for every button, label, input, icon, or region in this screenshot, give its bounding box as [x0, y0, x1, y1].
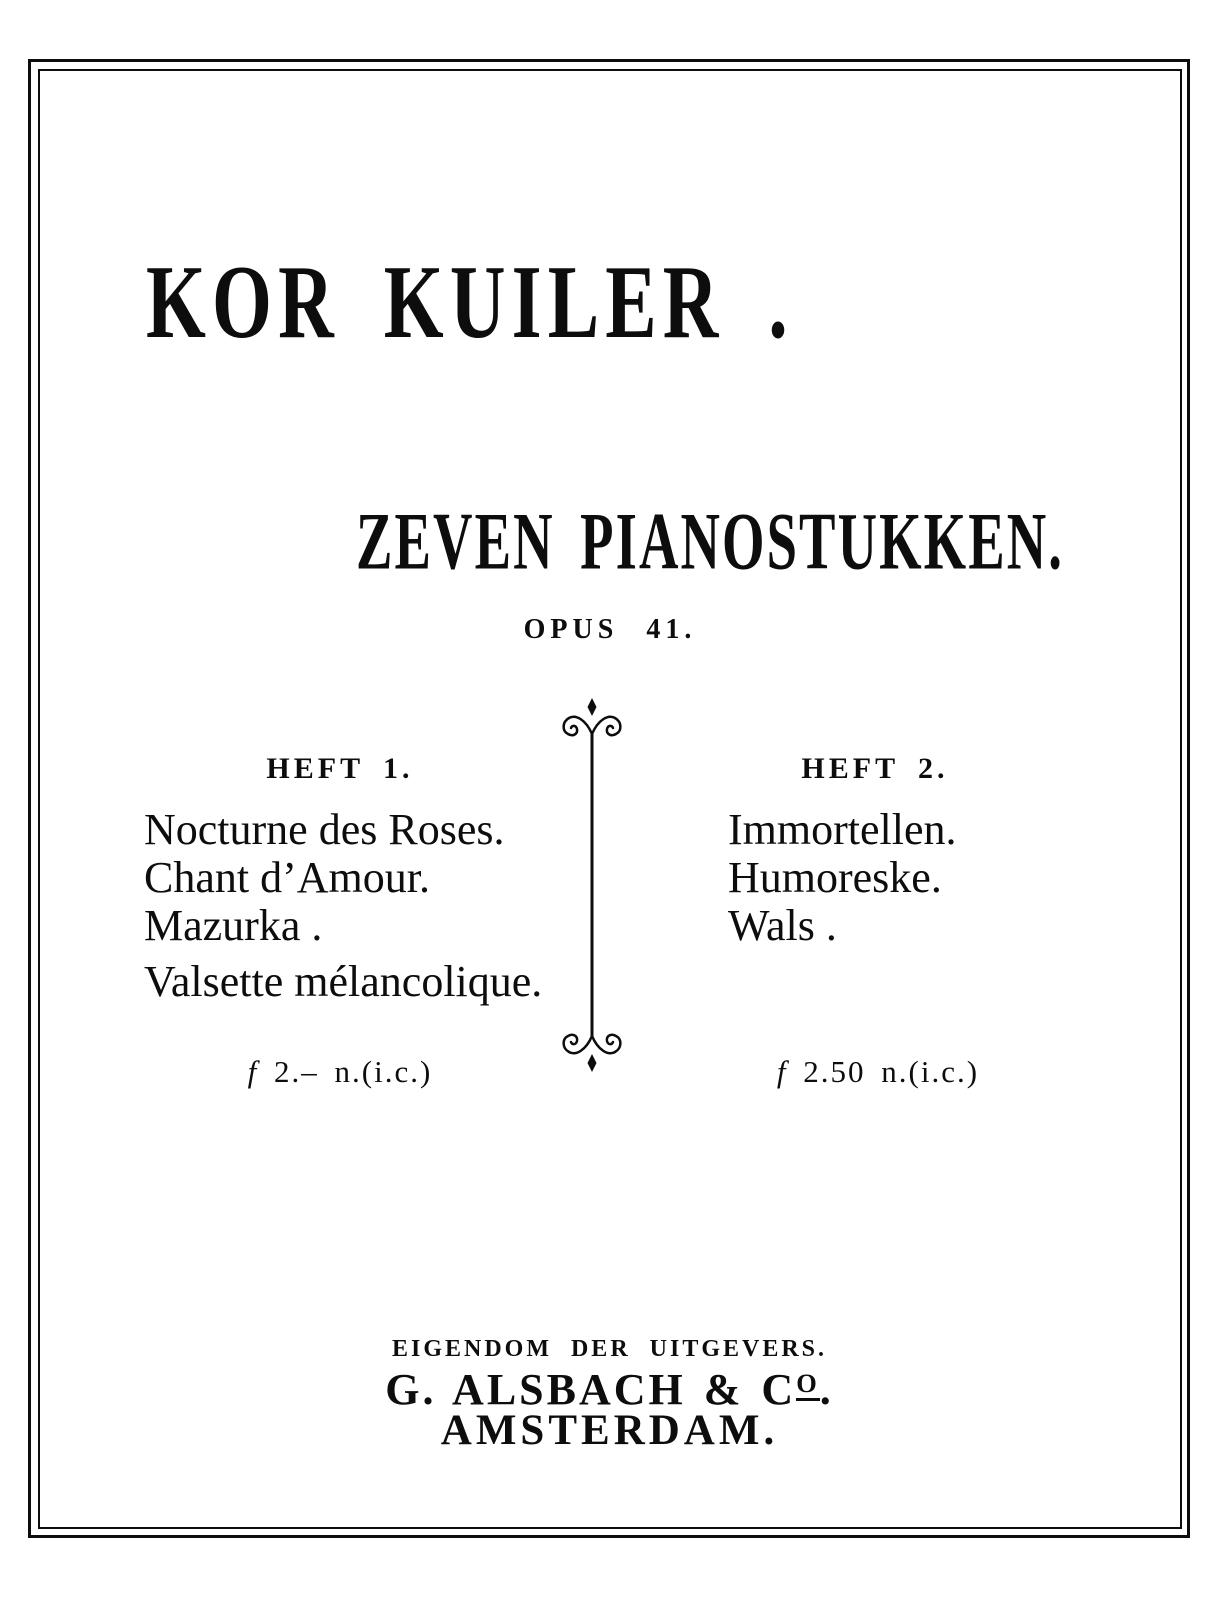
heft1-piece-list — [144, 806, 542, 1006]
publisher-name-superscript-o: O — [796, 1370, 820, 1400]
composer-title: KOR KUILER . — [146, 243, 794, 361]
heft1-piece-1: Nocturne des Roses. — [144, 805, 505, 854]
publisher-ownership-line: EIGENDOM DER UITGEVERS. — [391, 1336, 828, 1362]
heft1-piece-3: Mazurka . — [144, 901, 323, 950]
heft1-piece-2: Chant d’Amour. — [144, 853, 430, 902]
heft1-heading: HEFT 1. — [266, 752, 414, 785]
publisher-name-main: G. ALSBACH & C — [385, 1365, 797, 1414]
publisher-city-line: AMSTERDAM. — [440, 1407, 779, 1454]
heft1-piece-4: Valsette mélancolique. — [144, 957, 543, 1006]
opus-number: OPUS 41. — [523, 614, 697, 645]
heft2-piece-2: Humoreske. — [728, 853, 942, 902]
work-title: ZEVEN PIANOSTUKKEN. — [356, 494, 1065, 587]
heft2-piece-3: Wals . — [728, 901, 837, 950]
scroll-divider-ornament — [550, 692, 634, 1083]
heft1-price: f 2.– n.(i.c.) — [247, 1054, 433, 1089]
heft2-piece-1: Immortellen. — [728, 805, 957, 854]
heft2-piece-list — [728, 806, 957, 950]
heft2-heading: HEFT 2. — [801, 752, 949, 785]
publisher-name-period: . — [819, 1365, 834, 1414]
heft2-price: f 2.50 n.(i.c.) — [776, 1054, 980, 1089]
